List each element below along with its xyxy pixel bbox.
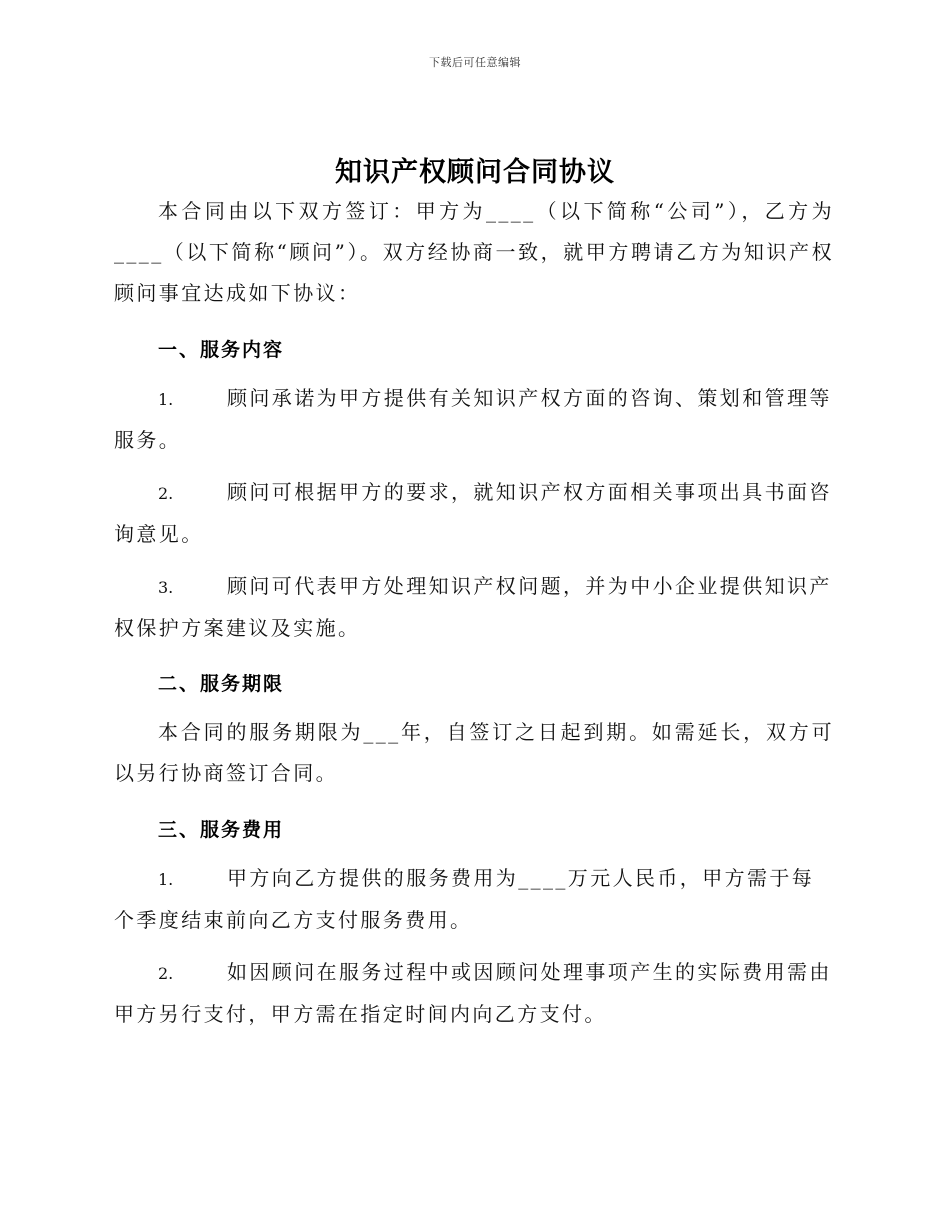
item-number: 2. xyxy=(158,964,174,983)
item-text: 顾问可根据甲方的要求，就知识产权方面相关事项出具书面咨询意见。 xyxy=(114,480,832,546)
item-text: 如因顾问在服务过程中或因顾问处理事项产生的实际费用需由甲方另行支付，甲方需在指定时间内向乙方支付。 xyxy=(114,960,832,1026)
intro-paragraph: 本合同由以下双方签订：甲方为____（以下简称“公司”），乙方为____（以下简称“顾问”）。双方经协商一致，就甲方聘请乙方为知识产权顾问事宜达成如下协议： xyxy=(114,199,834,305)
item-text: 顾问可代表甲方处理知识产权问题，并为中小企业提供知识产权保护方案建议及实施。 xyxy=(114,574,832,640)
item-number: 3. xyxy=(158,578,174,597)
service-content-item-1 xyxy=(114,378,834,461)
item-number: 1. xyxy=(158,870,174,889)
section-heading-service-fee: 三、服务费用 xyxy=(158,819,285,841)
item-text: 甲方向乙方提供的服务费用为____万元人民币，甲方需于每个季度结束前向乙方支付服务费用。 xyxy=(114,866,815,932)
item-number: 1. xyxy=(158,390,174,409)
item-number: 2. xyxy=(158,484,174,503)
service-content-item-2 xyxy=(114,472,834,555)
service-content-item-3 xyxy=(114,566,834,649)
service-fee-item-1 xyxy=(114,858,834,941)
page-title: 知识产权顾问合同协议 xyxy=(335,157,615,188)
section-heading-service-content: 一、服务内容 xyxy=(158,339,285,361)
section-heading-service-term: 二、服务期限 xyxy=(158,673,285,695)
header-note: 下载后可任意编辑 xyxy=(429,56,521,69)
service-term-paragraph: 本合同的服务期限为___年，自签订之日起到期。如需延长，双方可以另行协商签订合同。 xyxy=(114,720,834,785)
item-text: 顾问承诺为甲方提供有关知识产权方面的咨询、策划和管理等服务。 xyxy=(114,386,832,452)
service-fee-item-2 xyxy=(114,952,834,1035)
